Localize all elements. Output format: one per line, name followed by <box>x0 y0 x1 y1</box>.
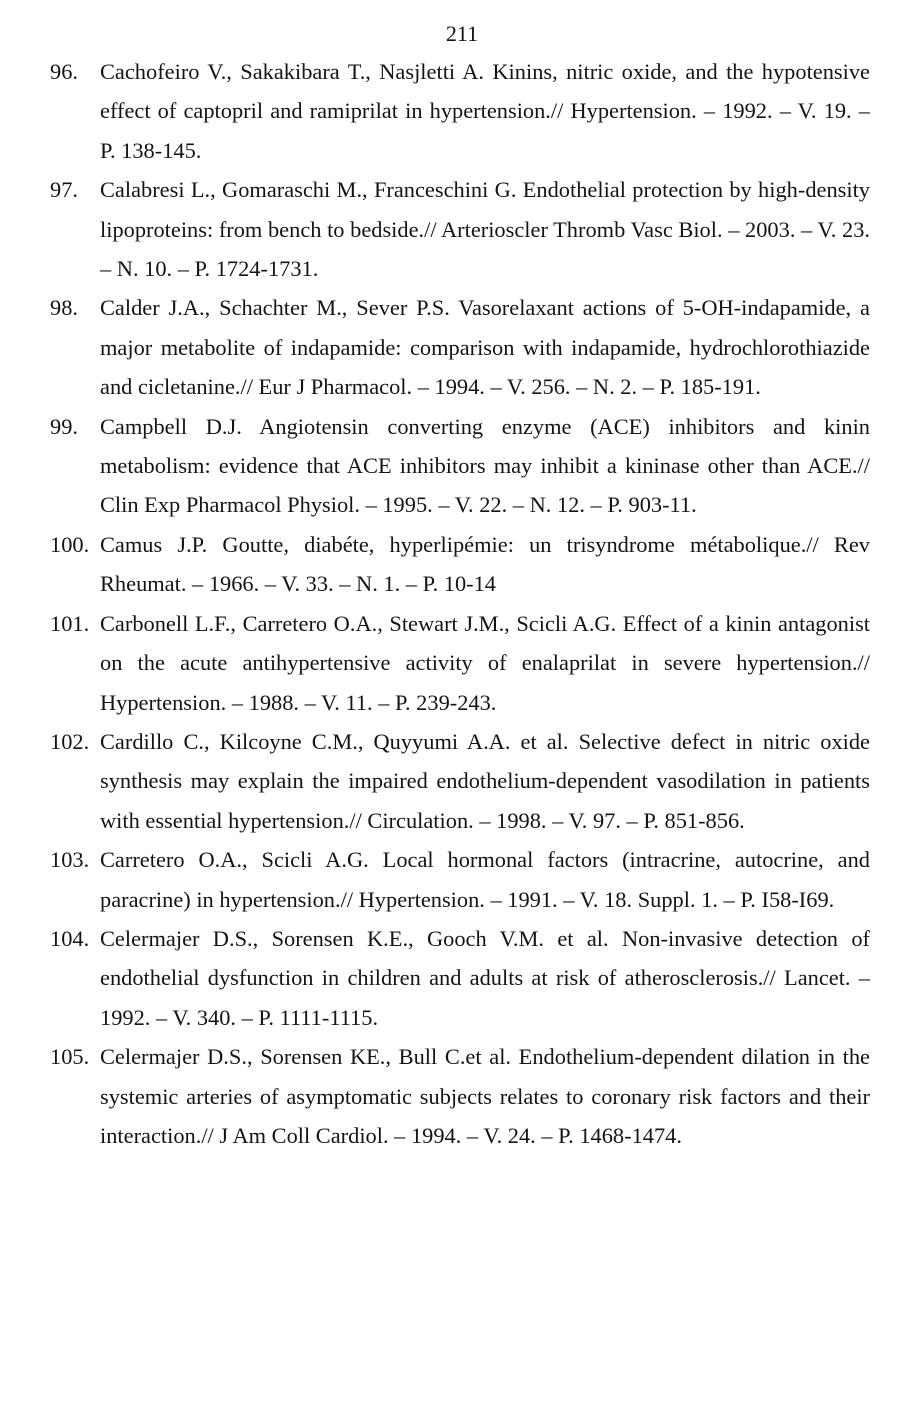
reference-number: 99. <box>50 413 78 439</box>
reference-text: Celermajer D.S., Sorensen K.E., Gooch V.M. et al. Non-invasive detection of endothelial dysfunction in children and adults at risk of atherosclerosis.// Lancet. – 1992. – V. 340. – P. 1111-1115. <box>100 925 870 1030</box>
reference-number: 96. <box>50 59 78 84</box>
reference-item <box>50 604 870 722</box>
reference-number: 104. <box>50 925 90 951</box>
reference-item <box>50 1037 870 1155</box>
reference-number: 98. <box>50 295 78 321</box>
reference-text: Cardillo C., Kilcoyne C.M., Quyyumi A.A. et al. Selective defect in nitric oxide synthesis may explain the impaired endothelium-dependent vasodilation in patients with essential hypertension.// Circulation. – 1998. – V. 97. – P. 851-856. <box>100 728 870 833</box>
reference-text: Calabresi L., Gomaraschi M., Franceschini G. Endothelial protection by high-density lipoproteins: from bench to bedside.// Arterioscler Thromb Vasc Biol. – 2003. – V. 23. – N. 10. – P. 1724-1731. <box>100 177 870 282</box>
reference-number: 97. <box>50 177 78 203</box>
reference-item <box>50 407 870 525</box>
reference-text: Camus J.P. Goutte, diabéte, hyperlipémie: un trisyndrome métabolique.// Rev Rheumat. – 1966. – V. 33. – N. 1. – P. 10-14 <box>100 531 870 597</box>
reference-item <box>50 170 870 288</box>
reference-item <box>50 840 870 919</box>
reference-item <box>50 919 870 1037</box>
reference-item <box>50 288 870 406</box>
reference-list <box>50 52 870 1155</box>
reference-number: 101. <box>50 610 90 636</box>
reference-item <box>50 525 870 604</box>
reference-item <box>50 722 870 840</box>
reference-item <box>50 52 870 170</box>
reference-text: Celermajer D.S., Sorensen KE., Bull C.et al. Endothelium-dependent dilation in the systemic arteries of asymptomatic subjects relates to coronary risk factors and their interaction.// J Am Coll Cardiol. – 1994. – V. 24. – P. 1468-1474. <box>100 1044 870 1148</box>
reference-number: 105. <box>50 1044 90 1070</box>
page-number: 211 <box>445 21 479 46</box>
reference-text: Campbell D.J. Angiotensin converting enzyme (ACE) inhibitors and kinin metabolism: evidence that ACE inhibitors may inhibit a kininase other than ACE.// Clin Exp Pharmacol Physiol. – 1995. – V. 22. – N. 12. – P. 903-11. <box>100 413 870 518</box>
reference-text: Cachofeiro V., Sakakibara T., Nasjletti A. Kinins, nitric oxide, and the hypotensive effect of captopril and ramiprilat in hypertension.// Hypertension. – 1992. – V. 19. – P. 138-145. <box>100 59 870 163</box>
reference-number: 102. <box>50 728 90 754</box>
reference-number: 103. <box>50 847 90 873</box>
reference-text: Carbonell L.F., Carretero O.A., Stewart J.M., Scicli A.G. Effect of a kinin antagonist on the acute antihypertensive activity of enalaprilat in severe hypertension.// Hypertension. – 1988. – V. 11. – P. 239-243. <box>100 610 870 715</box>
reference-text: Calder J.A., Schachter M., Sever P.S. Vasorelaxant actions of 5-OH-indapamide, a major metabolite of indapamide: comparison with indapamide, hydrochlorothiazide and cicletanine.// Eur J Pharmacol. – 1994. – V. 256. – N. 2. – P. 185-191. <box>100 295 870 400</box>
reference-text: Carretero O.A., Scicli A.G. Local hormonal factors (intracrine, autocrine, and paracrine) in hypertension.// Hypertension. – 1991. – V. 18. Suppl. 1. – P. I58-I69. <box>100 847 870 912</box>
reference-number: 100. <box>50 531 90 557</box>
